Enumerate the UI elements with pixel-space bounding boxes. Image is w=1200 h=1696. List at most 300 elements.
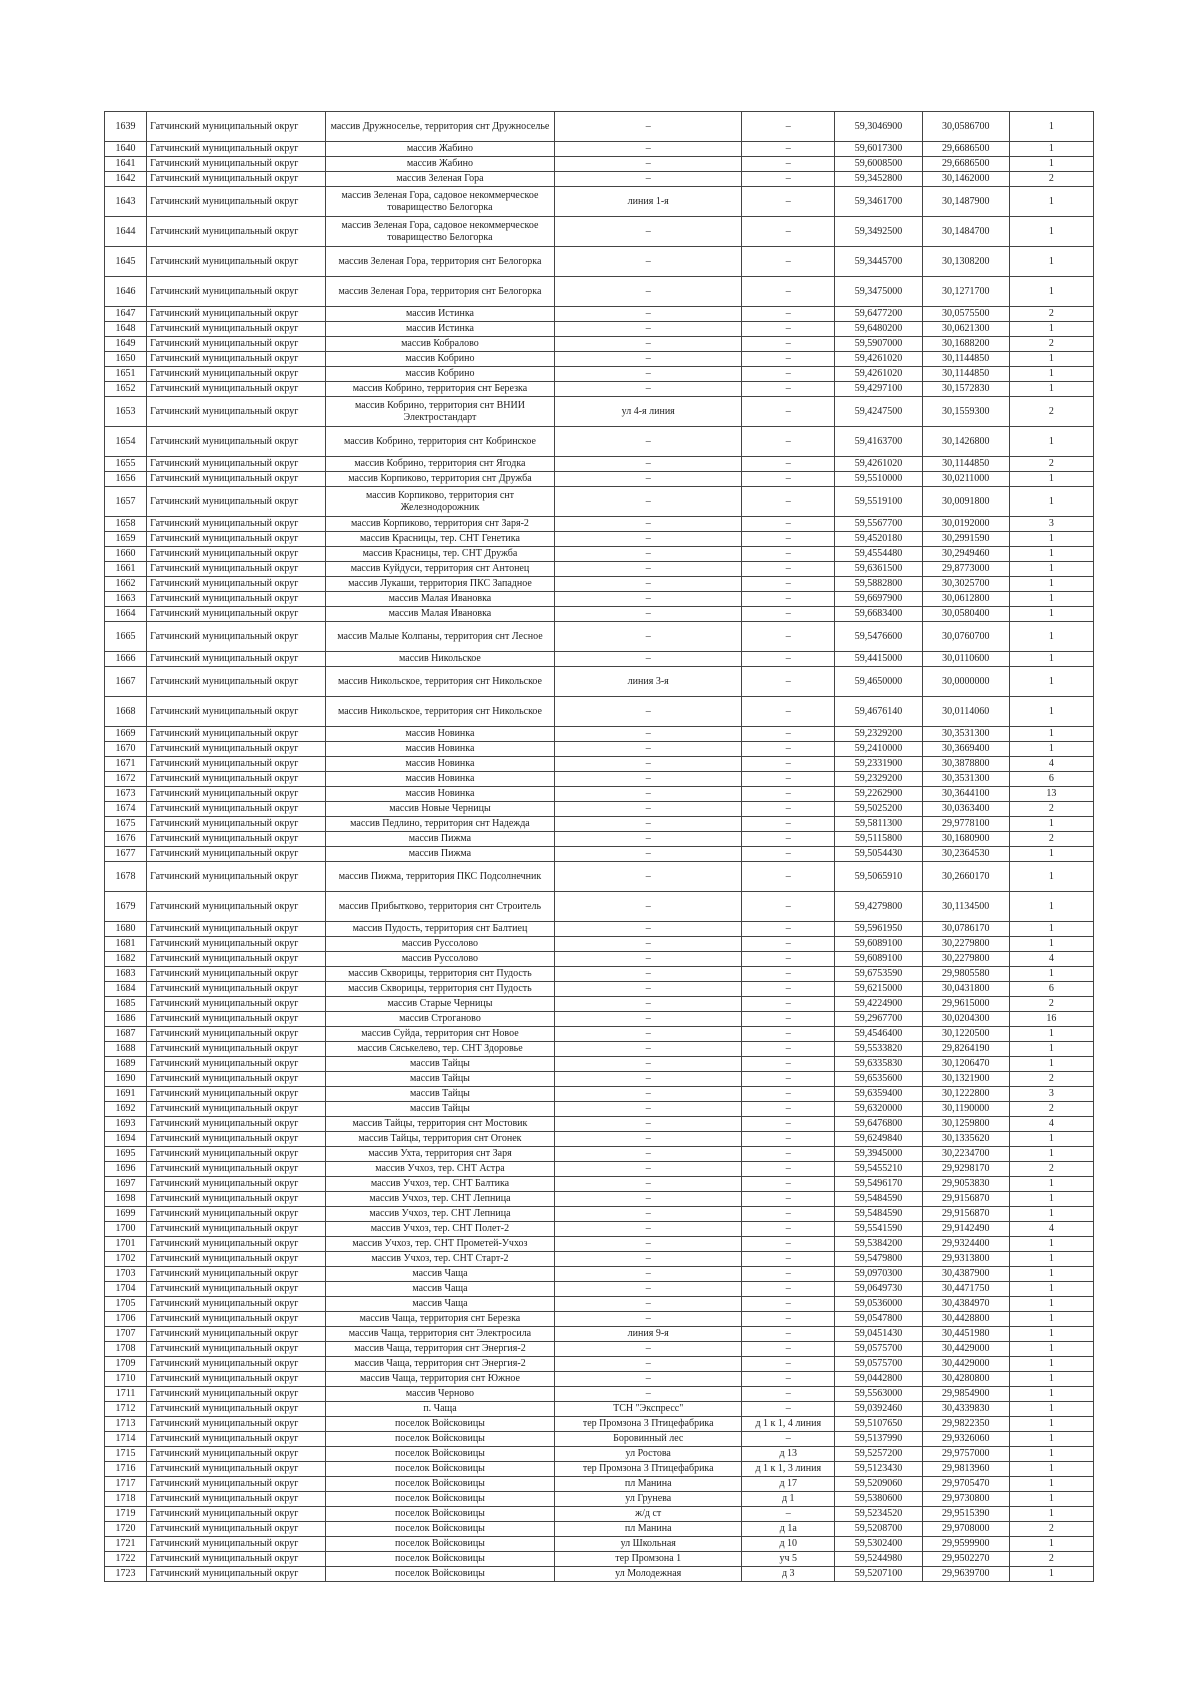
cell-district: Гатчинский муниципальный округ bbox=[147, 1132, 326, 1147]
cell-longitude: 30,3531300 bbox=[922, 727, 1009, 742]
cell-location: массив Кобрино, территория снт ВНИИ Электростандарт bbox=[325, 397, 555, 427]
cell-count: 1 bbox=[1009, 382, 1093, 397]
cell-count: 1 bbox=[1009, 1372, 1093, 1387]
cell-street: – bbox=[555, 1027, 742, 1042]
cell-longitude: 30,3644100 bbox=[922, 787, 1009, 802]
cell-row-number: 1701 bbox=[105, 1237, 147, 1252]
cell-house: – bbox=[742, 802, 835, 817]
cell-latitude: 59,2967700 bbox=[835, 1012, 922, 1027]
cell-street: – bbox=[555, 1372, 742, 1387]
cell-latitude: 59,4650000 bbox=[835, 667, 922, 697]
cell-row-number: 1667 bbox=[105, 667, 147, 697]
cell-house: – bbox=[742, 937, 835, 952]
cell-longitude: 29,9053830 bbox=[922, 1177, 1009, 1192]
cell-district: Гатчинский муниципальный округ bbox=[147, 1012, 326, 1027]
table-row bbox=[105, 397, 1094, 427]
cell-location: массив Чаща bbox=[325, 1297, 555, 1312]
table-row bbox=[105, 1042, 1094, 1057]
table-row bbox=[105, 1567, 1094, 1582]
cell-location: массив Руссолово bbox=[325, 937, 555, 952]
cell-row-number: 1653 bbox=[105, 397, 147, 427]
cell-street: – bbox=[555, 1072, 742, 1087]
cell-latitude: 59,5208700 bbox=[835, 1522, 922, 1537]
cell-house: – bbox=[742, 757, 835, 772]
cell-latitude: 59,5811300 bbox=[835, 817, 922, 832]
cell-street: – bbox=[555, 352, 742, 367]
cell-latitude: 59,2329200 bbox=[835, 727, 922, 742]
table-row bbox=[105, 157, 1094, 172]
cell-latitude: 59,3046900 bbox=[835, 112, 922, 142]
cell-count: 2 bbox=[1009, 1102, 1093, 1117]
cell-longitude: 30,1680900 bbox=[922, 832, 1009, 847]
cell-count: 2 bbox=[1009, 307, 1093, 322]
cell-location: массив Черново bbox=[325, 1387, 555, 1402]
cell-house: д 10 bbox=[742, 1537, 835, 1552]
cell-location: массив Пижма, территория ПКС Подсолнечник bbox=[325, 862, 555, 892]
cell-district: Гатчинский муниципальный округ bbox=[147, 472, 326, 487]
cell-row-number: 1640 bbox=[105, 142, 147, 157]
cell-latitude: 59,6480200 bbox=[835, 322, 922, 337]
cell-location: массив Ухта, территория снт Заря bbox=[325, 1147, 555, 1162]
cell-district: Гатчинский муниципальный округ bbox=[147, 1507, 326, 1522]
cell-location: массив Кобрино, территория снт Кобринское bbox=[325, 427, 555, 457]
cell-latitude: 59,6477200 bbox=[835, 307, 922, 322]
cell-longitude: 30,1144850 bbox=[922, 352, 1009, 367]
cell-house: – bbox=[742, 1312, 835, 1327]
cell-longitude: 29,9502270 bbox=[922, 1552, 1009, 1567]
cell-row-number: 1683 bbox=[105, 967, 147, 982]
cell-street: – bbox=[555, 487, 742, 517]
table-row bbox=[105, 532, 1094, 547]
cell-house: – bbox=[742, 922, 835, 937]
cell-longitude: 30,1487900 bbox=[922, 187, 1009, 217]
cell-count: 1 bbox=[1009, 1042, 1093, 1057]
cell-latitude: 59,2410000 bbox=[835, 742, 922, 757]
cell-street: – bbox=[555, 1087, 742, 1102]
cell-house: – bbox=[742, 1192, 835, 1207]
cell-district: Гатчинский муниципальный округ bbox=[147, 217, 326, 247]
cell-location: массив Жабино bbox=[325, 157, 555, 172]
cell-latitude: 59,5882800 bbox=[835, 577, 922, 592]
cell-longitude: 30,0575500 bbox=[922, 307, 1009, 322]
cell-row-number: 1663 bbox=[105, 592, 147, 607]
cell-street: – bbox=[555, 307, 742, 322]
cell-row-number: 1641 bbox=[105, 157, 147, 172]
cell-count: 1 bbox=[1009, 1477, 1093, 1492]
cell-count: 2 bbox=[1009, 997, 1093, 1012]
cell-latitude: 59,5380600 bbox=[835, 1492, 922, 1507]
cell-street: – bbox=[555, 832, 742, 847]
table-row bbox=[105, 622, 1094, 652]
cell-house: – bbox=[742, 862, 835, 892]
cell-street: – bbox=[555, 607, 742, 622]
cell-house: д 3 bbox=[742, 1567, 835, 1582]
cell-district: Гатчинский муниципальный округ bbox=[147, 952, 326, 967]
cell-location: массив Тайцы bbox=[325, 1087, 555, 1102]
cell-latitude: 59,5519100 bbox=[835, 487, 922, 517]
cell-count: 1 bbox=[1009, 1267, 1093, 1282]
cell-district: Гатчинский муниципальный округ bbox=[147, 967, 326, 982]
cell-longitude: 30,2279800 bbox=[922, 937, 1009, 952]
cell-district: Гатчинский муниципальный округ bbox=[147, 937, 326, 952]
cell-location: массив Руссолово bbox=[325, 952, 555, 967]
cell-location: массив Учхоз, тер. СНТ Лепница bbox=[325, 1192, 555, 1207]
cell-latitude: 59,5563000 bbox=[835, 1387, 922, 1402]
cell-location: массив Никольское, территория снт Никольское bbox=[325, 667, 555, 697]
cell-count: 4 bbox=[1009, 757, 1093, 772]
cell-count: 1 bbox=[1009, 622, 1093, 652]
cell-district: Гатчинский муниципальный округ bbox=[147, 1387, 326, 1402]
cell-latitude: 59,4163700 bbox=[835, 427, 922, 457]
cell-house: – bbox=[742, 367, 835, 382]
cell-latitude: 59,5234520 bbox=[835, 1507, 922, 1522]
cell-row-number: 1707 bbox=[105, 1327, 147, 1342]
cell-longitude: 29,9313800 bbox=[922, 1252, 1009, 1267]
table-row bbox=[105, 1552, 1094, 1567]
cell-count: 2 bbox=[1009, 832, 1093, 847]
cell-longitude: 30,1206470 bbox=[922, 1057, 1009, 1072]
cell-longitude: 29,9705470 bbox=[922, 1477, 1009, 1492]
cell-longitude: 30,0211000 bbox=[922, 472, 1009, 487]
cell-latitude: 59,6320000 bbox=[835, 1102, 922, 1117]
cell-location: массив Чаща bbox=[325, 1267, 555, 1282]
cell-district: Гатчинский муниципальный округ bbox=[147, 322, 326, 337]
table-row bbox=[105, 967, 1094, 982]
cell-street: – bbox=[555, 142, 742, 157]
cell-longitude: 30,1271700 bbox=[922, 277, 1009, 307]
cell-district: Гатчинский муниципальный округ bbox=[147, 1162, 326, 1177]
cell-house: – bbox=[742, 1252, 835, 1267]
cell-latitude: 59,4520180 bbox=[835, 532, 922, 547]
cell-house: – bbox=[742, 547, 835, 562]
cell-district: Гатчинский муниципальный округ bbox=[147, 562, 326, 577]
table-row bbox=[105, 592, 1094, 607]
table-row bbox=[105, 772, 1094, 787]
cell-district: Гатчинский муниципальный округ bbox=[147, 1522, 326, 1537]
cell-latitude: 59,5209060 bbox=[835, 1477, 922, 1492]
cell-row-number: 1681 bbox=[105, 937, 147, 952]
table-row bbox=[105, 1132, 1094, 1147]
cell-count: 1 bbox=[1009, 1282, 1093, 1297]
cell-district: Гатчинский муниципальный округ bbox=[147, 1357, 326, 1372]
cell-longitude: 29,9813960 bbox=[922, 1462, 1009, 1477]
table-row bbox=[105, 1417, 1094, 1432]
cell-street: ул Грунева bbox=[555, 1492, 742, 1507]
cell-house: – bbox=[742, 427, 835, 457]
cell-longitude: 30,1335620 bbox=[922, 1132, 1009, 1147]
cell-latitude: 59,4546400 bbox=[835, 1027, 922, 1042]
cell-longitude: 30,1572830 bbox=[922, 382, 1009, 397]
table-row bbox=[105, 1012, 1094, 1027]
cell-latitude: 59,3452800 bbox=[835, 172, 922, 187]
cell-house: – bbox=[742, 787, 835, 802]
cell-location: п. Чаща bbox=[325, 1402, 555, 1417]
cell-house: – bbox=[742, 487, 835, 517]
cell-location: поселок Войсковицы bbox=[325, 1432, 555, 1447]
cell-longitude: 29,8773000 bbox=[922, 562, 1009, 577]
cell-house: – bbox=[742, 652, 835, 667]
cell-location: массив Красницы, тер. СНТ Дружба bbox=[325, 547, 555, 562]
cell-latitude: 59,3461700 bbox=[835, 187, 922, 217]
cell-street: тер Промзона 1 bbox=[555, 1552, 742, 1567]
cell-district: Гатчинский муниципальный округ bbox=[147, 1372, 326, 1387]
cell-location: массив Корпиково, территория снт Заря-2 bbox=[325, 517, 555, 532]
cell-house: – bbox=[742, 532, 835, 547]
cell-longitude: 29,9615000 bbox=[922, 997, 1009, 1012]
cell-street: – bbox=[555, 862, 742, 892]
cell-house: – bbox=[742, 727, 835, 742]
cell-row-number: 1685 bbox=[105, 997, 147, 1012]
cell-street: – bbox=[555, 247, 742, 277]
cell-row-number: 1691 bbox=[105, 1087, 147, 1102]
table-row bbox=[105, 1372, 1094, 1387]
cell-count: 4 bbox=[1009, 1222, 1093, 1237]
cell-longitude: 30,1308200 bbox=[922, 247, 1009, 277]
table-row bbox=[105, 1522, 1094, 1537]
cell-house: – bbox=[742, 982, 835, 997]
cell-row-number: 1646 bbox=[105, 277, 147, 307]
cell-longitude: 30,2234700 bbox=[922, 1147, 1009, 1162]
cell-location: массив Чаща, территория снт Электросила bbox=[325, 1327, 555, 1342]
cell-house: – bbox=[742, 1267, 835, 1282]
cell-house: – bbox=[742, 832, 835, 847]
cell-row-number: 1696 bbox=[105, 1162, 147, 1177]
cell-location: массив Зеленая Гора, территория снт Белогорка bbox=[325, 247, 555, 277]
cell-row-number: 1648 bbox=[105, 322, 147, 337]
cell-longitude: 30,4429000 bbox=[922, 1357, 1009, 1372]
cell-count: 1 bbox=[1009, 1492, 1093, 1507]
cell-latitude: 59,5541590 bbox=[835, 1222, 922, 1237]
cell-row-number: 1666 bbox=[105, 652, 147, 667]
cell-latitude: 59,4261020 bbox=[835, 352, 922, 367]
table-row bbox=[105, 277, 1094, 307]
cell-row-number: 1697 bbox=[105, 1177, 147, 1192]
cell-count: 1 bbox=[1009, 1237, 1093, 1252]
cell-location: массив Педлино, территория снт Надежда bbox=[325, 817, 555, 832]
cell-street: – bbox=[555, 727, 742, 742]
cell-house: – bbox=[742, 1237, 835, 1252]
cell-row-number: 1665 bbox=[105, 622, 147, 652]
cell-longitude: 30,4429000 bbox=[922, 1342, 1009, 1357]
cell-count: 2 bbox=[1009, 337, 1093, 352]
cell-street: – bbox=[555, 427, 742, 457]
table-row bbox=[105, 322, 1094, 337]
cell-count: 1 bbox=[1009, 532, 1093, 547]
cell-district: Гатчинский муниципальный округ bbox=[147, 1282, 326, 1297]
cell-row-number: 1655 bbox=[105, 457, 147, 472]
cell-row-number: 1672 bbox=[105, 772, 147, 787]
table-row bbox=[105, 937, 1094, 952]
cell-street: – bbox=[555, 1042, 742, 1057]
cell-location: массив Новинка bbox=[325, 727, 555, 742]
cell-street: – bbox=[555, 1267, 742, 1282]
cell-house: – bbox=[742, 112, 835, 142]
cell-longitude: 29,9822350 bbox=[922, 1417, 1009, 1432]
cell-longitude: 30,0431800 bbox=[922, 982, 1009, 997]
cell-house: – bbox=[742, 997, 835, 1012]
cell-street: – bbox=[555, 337, 742, 352]
cell-street: – bbox=[555, 1177, 742, 1192]
cell-street: – bbox=[555, 277, 742, 307]
table-row bbox=[105, 1327, 1094, 1342]
cell-location: массив Чаща, территория снт Южное bbox=[325, 1372, 555, 1387]
cell-district: Гатчинский муниципальный округ bbox=[147, 1417, 326, 1432]
table-row bbox=[105, 817, 1094, 832]
cell-longitude: 29,9156870 bbox=[922, 1207, 1009, 1222]
cell-location: массив Кобрино bbox=[325, 367, 555, 382]
cell-street: – bbox=[555, 922, 742, 937]
cell-street: – bbox=[555, 652, 742, 667]
cell-house: – bbox=[742, 322, 835, 337]
cell-location: массив Учхоз, тер. СНТ Астра bbox=[325, 1162, 555, 1177]
cell-location: массив Зеленая Гора, садовое некоммерческое товарищество Белогорка bbox=[325, 217, 555, 247]
cell-count: 1 bbox=[1009, 1192, 1093, 1207]
cell-count: 1 bbox=[1009, 1027, 1093, 1042]
cell-row-number: 1643 bbox=[105, 187, 147, 217]
cell-longitude: 29,9639700 bbox=[922, 1567, 1009, 1582]
table-row bbox=[105, 847, 1094, 862]
cell-district: Гатчинский муниципальный округ bbox=[147, 1312, 326, 1327]
table-row bbox=[105, 1507, 1094, 1522]
cell-house: – bbox=[742, 1402, 835, 1417]
cell-street: – bbox=[555, 982, 742, 997]
table-row bbox=[105, 562, 1094, 577]
cell-longitude: 30,1688200 bbox=[922, 337, 1009, 352]
cell-location: массив Новинка bbox=[325, 757, 555, 772]
cell-street: – bbox=[555, 532, 742, 547]
cell-location: поселок Войсковицы bbox=[325, 1567, 555, 1582]
cell-house: – bbox=[742, 1357, 835, 1372]
table-row bbox=[105, 577, 1094, 592]
cell-street: – bbox=[555, 1117, 742, 1132]
cell-district: Гатчинский муниципальный округ bbox=[147, 1432, 326, 1447]
cell-street: – bbox=[555, 952, 742, 967]
table-row bbox=[105, 457, 1094, 472]
cell-district: Гатчинский муниципальный округ bbox=[147, 397, 326, 427]
cell-district: Гатчинский муниципальный округ bbox=[147, 1447, 326, 1462]
cell-house: – bbox=[742, 1012, 835, 1027]
cell-count: 2 bbox=[1009, 1162, 1093, 1177]
cell-district: Гатчинский муниципальный округ bbox=[147, 667, 326, 697]
cell-row-number: 1668 bbox=[105, 697, 147, 727]
cell-longitude: 30,3878800 bbox=[922, 757, 1009, 772]
cell-count: 1 bbox=[1009, 142, 1093, 157]
cell-location: массив Строганово bbox=[325, 1012, 555, 1027]
cell-count: 1 bbox=[1009, 652, 1093, 667]
table-row bbox=[105, 1447, 1094, 1462]
cell-street: – bbox=[555, 382, 742, 397]
cell-longitude: 30,1321900 bbox=[922, 1072, 1009, 1087]
table-row bbox=[105, 337, 1094, 352]
cell-latitude: 59,5025200 bbox=[835, 802, 922, 817]
cell-district: Гатчинский муниципальный округ bbox=[147, 622, 326, 652]
table-row bbox=[105, 1117, 1094, 1132]
cell-count: 3 bbox=[1009, 1087, 1093, 1102]
cell-latitude: 59,0575700 bbox=[835, 1357, 922, 1372]
cell-row-number: 1664 bbox=[105, 607, 147, 622]
cell-house: – bbox=[742, 742, 835, 757]
cell-district: Гатчинский муниципальный округ bbox=[147, 1402, 326, 1417]
cell-house: – bbox=[742, 1072, 835, 1087]
cell-longitude: 29,9515390 bbox=[922, 1507, 1009, 1522]
cell-location: массив Кyйдуси, территория снт Антонец bbox=[325, 562, 555, 577]
cell-count: 6 bbox=[1009, 982, 1093, 997]
cell-street: – bbox=[555, 1147, 742, 1162]
table-row bbox=[105, 952, 1094, 967]
table-row bbox=[105, 307, 1094, 322]
cell-row-number: 1722 bbox=[105, 1552, 147, 1567]
cell-district: Гатчинский муниципальный округ bbox=[147, 112, 326, 142]
cell-longitude: 30,4451980 bbox=[922, 1327, 1009, 1342]
cell-district: Гатчинский муниципальный округ bbox=[147, 157, 326, 172]
cell-location: массив Тайцы bbox=[325, 1057, 555, 1072]
cell-house: – bbox=[742, 1132, 835, 1147]
cell-count: 1 bbox=[1009, 1327, 1093, 1342]
cell-latitude: 59,5065910 bbox=[835, 862, 922, 892]
cell-count: 1 bbox=[1009, 667, 1093, 697]
cell-row-number: 1710 bbox=[105, 1372, 147, 1387]
cell-house: – bbox=[742, 817, 835, 832]
cell-street: – bbox=[555, 802, 742, 817]
table-row bbox=[105, 1477, 1094, 1492]
cell-street: – bbox=[555, 892, 742, 922]
cell-location: массив Сяськелево, тер. СНТ Здоровье bbox=[325, 1042, 555, 1057]
cell-house: – bbox=[742, 607, 835, 622]
cell-latitude: 59,5907000 bbox=[835, 337, 922, 352]
cell-longitude: 30,2949460 bbox=[922, 547, 1009, 562]
cell-street: – bbox=[555, 1012, 742, 1027]
cell-street: ул Молодежная bbox=[555, 1567, 742, 1582]
cell-district: Гатчинский муниципальный округ bbox=[147, 517, 326, 532]
cell-latitude: 59,0451430 bbox=[835, 1327, 922, 1342]
table-row bbox=[105, 142, 1094, 157]
cell-house: – bbox=[742, 217, 835, 247]
cell-district: Гатчинский муниципальный округ bbox=[147, 577, 326, 592]
cell-count: 1 bbox=[1009, 1387, 1093, 1402]
cell-street: – bbox=[555, 1057, 742, 1072]
cell-street: – bbox=[555, 1237, 742, 1252]
cell-district: Гатчинский муниципальный округ bbox=[147, 862, 326, 892]
cell-district: Гатчинский муниципальный округ bbox=[147, 247, 326, 277]
cell-district: Гатчинский муниципальный округ bbox=[147, 1267, 326, 1282]
cell-location: массив Никольское, территория снт Никольское bbox=[325, 697, 555, 727]
cell-latitude: 59,0442800 bbox=[835, 1372, 922, 1387]
cell-count: 2 bbox=[1009, 172, 1093, 187]
cell-house: – bbox=[742, 1222, 835, 1237]
cell-row-number: 1657 bbox=[105, 487, 147, 517]
table-row bbox=[105, 1342, 1094, 1357]
cell-row-number: 1716 bbox=[105, 1462, 147, 1477]
cell-row-number: 1718 bbox=[105, 1492, 147, 1507]
table-row bbox=[105, 547, 1094, 562]
address-registry-table bbox=[104, 111, 1094, 1582]
cell-row-number: 1712 bbox=[105, 1402, 147, 1417]
cell-street: – bbox=[555, 1192, 742, 1207]
table-row bbox=[105, 1267, 1094, 1282]
cell-location: массив Учхоз, тер. СНТ Старт-2 bbox=[325, 1252, 555, 1267]
cell-district: Гатчинский муниципальный округ bbox=[147, 1552, 326, 1567]
cell-count: 1 bbox=[1009, 1147, 1093, 1162]
cell-row-number: 1678 bbox=[105, 862, 147, 892]
cell-row-number: 1682 bbox=[105, 952, 147, 967]
table-row bbox=[105, 862, 1094, 892]
cell-house: – bbox=[742, 247, 835, 277]
cell-street: – bbox=[555, 517, 742, 532]
cell-latitude: 59,3945000 bbox=[835, 1147, 922, 1162]
cell-house: – bbox=[742, 592, 835, 607]
cell-row-number: 1671 bbox=[105, 757, 147, 772]
cell-street: – bbox=[555, 757, 742, 772]
